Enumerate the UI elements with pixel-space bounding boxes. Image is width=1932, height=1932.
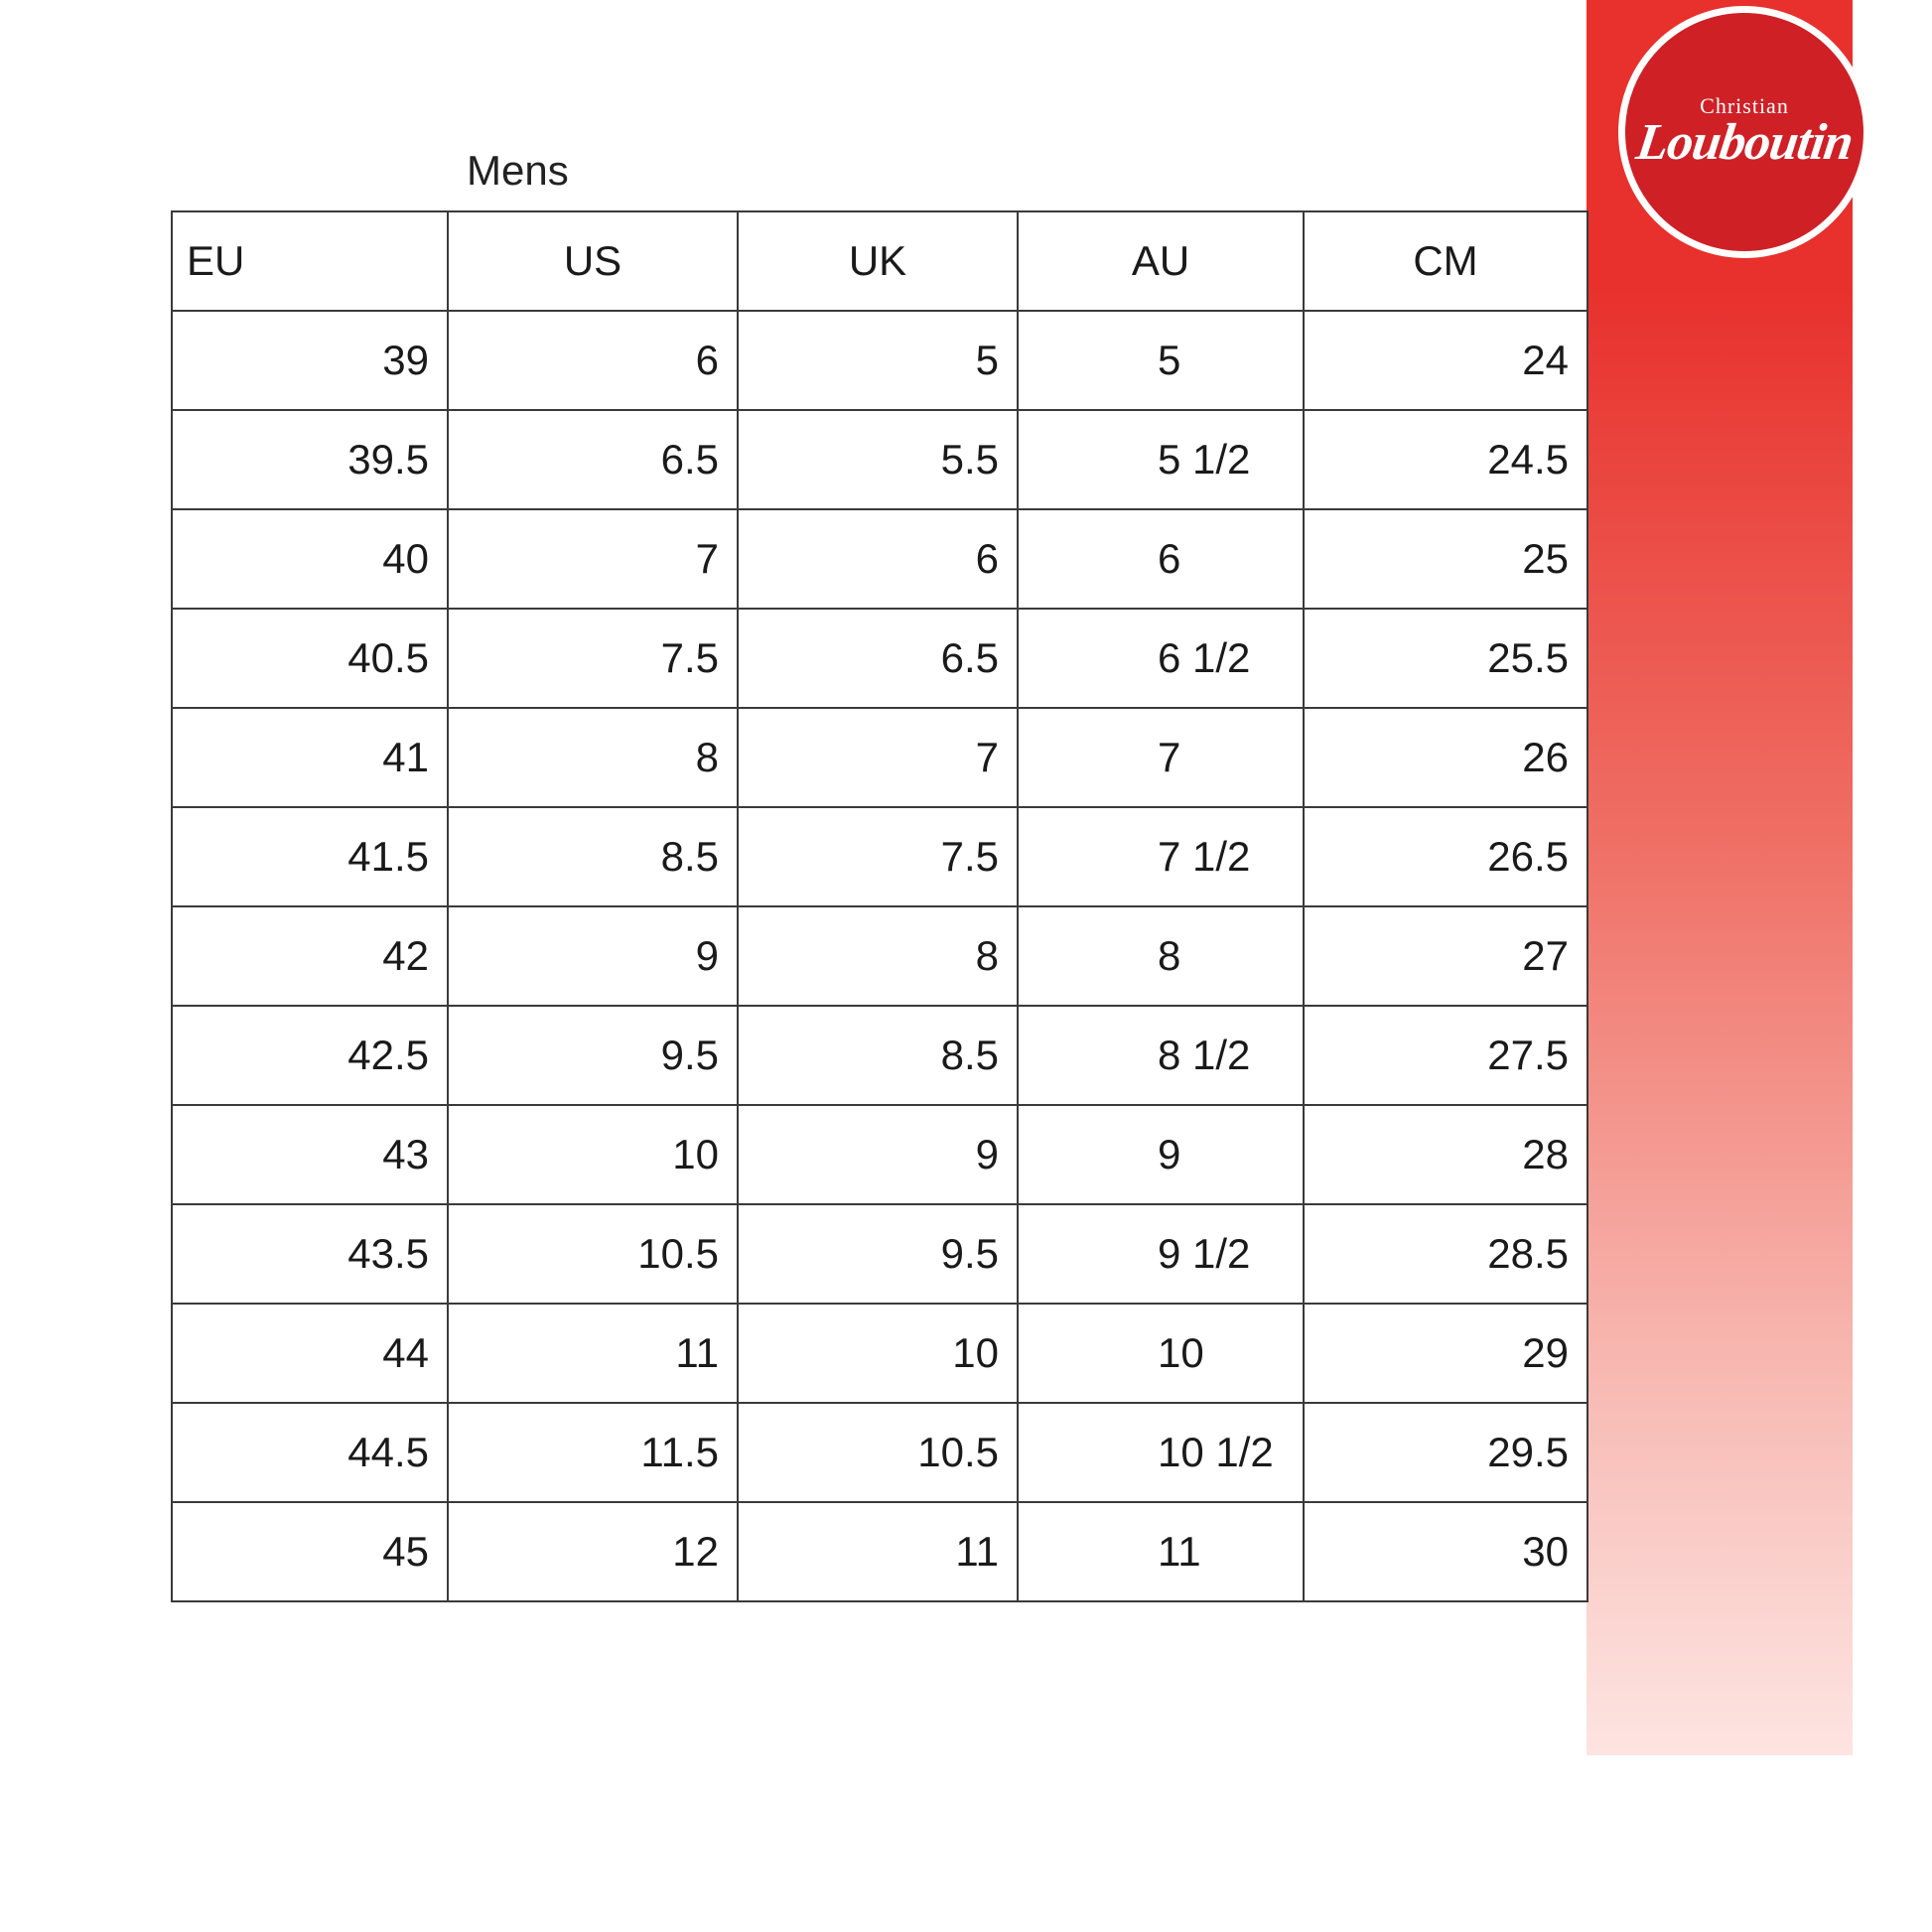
cell-us: 12 [448,1502,738,1601]
cell-eu: 41 [172,708,448,807]
cell-us: 11.5 [448,1403,738,1502]
cell-au: 10 [1018,1304,1304,1403]
cell-cm: 26 [1304,708,1587,807]
cell-eu: 42 [172,906,448,1006]
cell-us: 7 [448,509,738,609]
table-row [172,1204,1587,1304]
cell-uk: 10.5 [738,1403,1018,1502]
table-row [172,410,1587,509]
cell-uk: 5 [738,311,1018,410]
cell-eu: 40 [172,509,448,609]
cell-au: 5 1/2 [1018,410,1304,509]
cell-au: 8 [1018,906,1304,1006]
cell-us: 10.5 [448,1204,738,1304]
cell-au: 9 1/2 [1018,1204,1304,1304]
table-row [172,311,1587,410]
column-header-uk: UK [738,211,1018,311]
cell-eu: 41.5 [172,807,448,906]
cell-cm: 27.5 [1304,1006,1587,1105]
logo-main-text: Louboutin [1632,113,1857,171]
cell-us: 10 [448,1105,738,1204]
cell-au: 5 [1018,311,1304,410]
cell-eu: 43 [172,1105,448,1204]
cell-us: 7.5 [448,609,738,708]
table-header-row [172,211,1587,311]
christian-louboutin-logo [1618,6,1870,258]
table-row [172,1304,1587,1403]
logo-top-text: Christian [1700,92,1789,118]
cell-cm: 24 [1304,311,1587,410]
cell-eu: 42.5 [172,1006,448,1105]
cell-cm: 29 [1304,1304,1587,1403]
cell-uk: 8 [738,906,1018,1006]
table-row [172,609,1587,708]
cell-uk: 8.5 [738,1006,1018,1105]
cell-cm: 27 [1304,906,1587,1006]
table-row [172,807,1587,906]
cell-eu: 39 [172,311,448,410]
table-row [172,708,1587,807]
column-header-us: US [448,211,738,311]
brand-accent-band [1587,0,1853,1755]
cell-au: 6 1/2 [1018,609,1304,708]
cell-uk: 6.5 [738,609,1018,708]
cell-cm: 28.5 [1304,1204,1587,1304]
cell-au: 9 [1018,1105,1304,1204]
table-row [172,906,1587,1006]
cell-uk: 9 [738,1105,1018,1204]
column-header-eu: EU [172,211,448,311]
cell-us: 6 [448,311,738,410]
cell-au: 11 [1018,1502,1304,1601]
cell-au: 10 1/2 [1018,1403,1304,1502]
cell-au: 7 [1018,708,1304,807]
table-row [172,1006,1587,1105]
size-chart-container [171,210,1587,1602]
cell-cm: 25 [1304,509,1587,609]
column-header-au: AU [1018,211,1304,311]
cell-us: 8 [448,708,738,807]
cell-cm: 24.5 [1304,410,1587,509]
size-conversion-table [171,210,1588,1602]
cell-us: 11 [448,1304,738,1403]
cell-eu: 40.5 [172,609,448,708]
page-title: Mens [467,147,569,194]
cell-uk: 7.5 [738,807,1018,906]
cell-us: 6.5 [448,410,738,509]
cell-cm: 29.5 [1304,1403,1587,1502]
cell-uk: 5.5 [738,410,1018,509]
cell-cm: 25.5 [1304,609,1587,708]
cell-au: 8 1/2 [1018,1006,1304,1105]
cell-au: 6 [1018,509,1304,609]
cell-uk: 7 [738,708,1018,807]
cell-cm: 26.5 [1304,807,1587,906]
cell-cm: 28 [1304,1105,1587,1204]
cell-uk: 9.5 [738,1204,1018,1304]
cell-eu: 44.5 [172,1403,448,1502]
cell-us: 9 [448,906,738,1006]
cell-cm: 30 [1304,1502,1587,1601]
cell-uk: 6 [738,509,1018,609]
table-row [172,1502,1587,1601]
table-row [172,509,1587,609]
cell-eu: 39.5 [172,410,448,509]
table-row [172,1105,1587,1204]
cell-uk: 10 [738,1304,1018,1403]
cell-eu: 43.5 [172,1204,448,1304]
cell-us: 8.5 [448,807,738,906]
table-row [172,1403,1587,1502]
cell-uk: 11 [738,1502,1018,1601]
column-header-cm: CM [1304,211,1587,311]
cell-eu: 44 [172,1304,448,1403]
cell-us: 9.5 [448,1006,738,1105]
cell-au: 7 1/2 [1018,807,1304,906]
cell-eu: 45 [172,1502,448,1601]
